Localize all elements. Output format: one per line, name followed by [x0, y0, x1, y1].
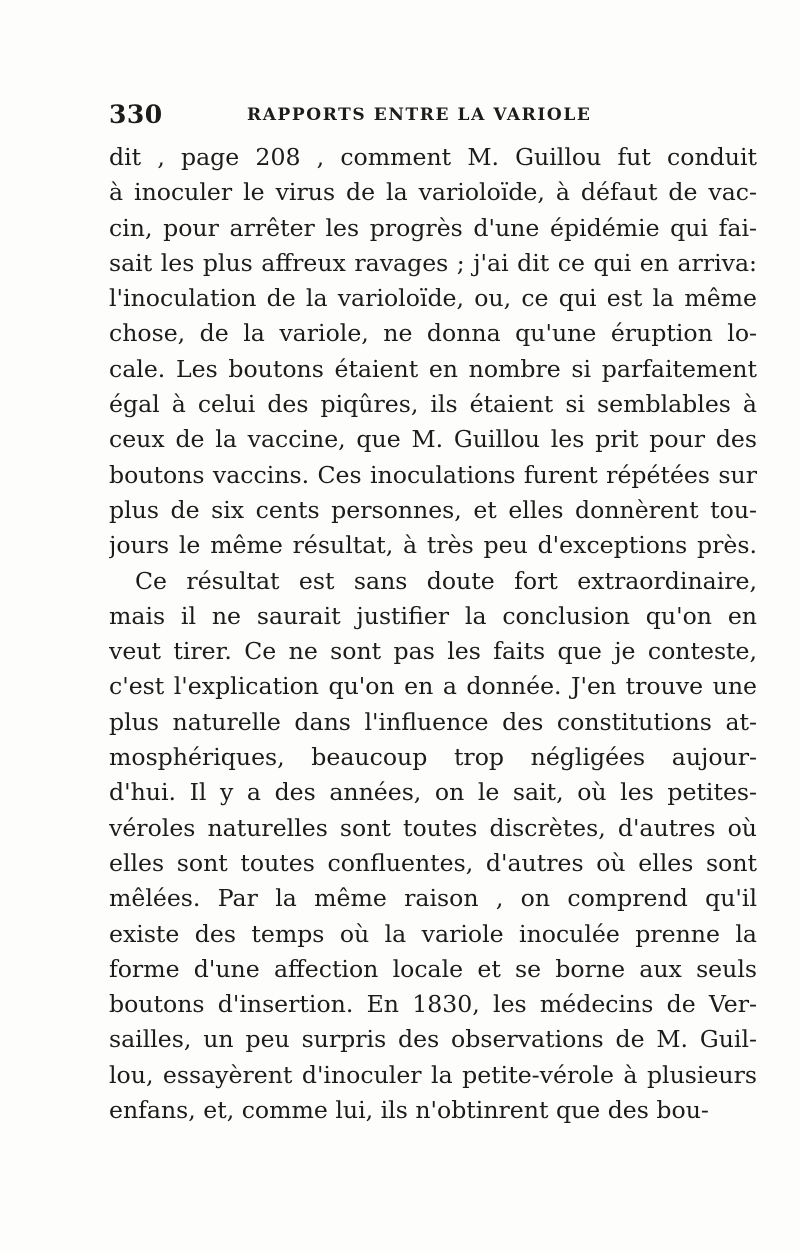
text-line: boutons vaccins. Ces inoculations furent répétées sur [109, 460, 757, 489]
running-title: RAPPORTS ENTRE LA VARIOLE [247, 105, 592, 125]
text-line: d'hui. Il y a des années, on le sait, où les petites- [109, 778, 757, 807]
paragraph-start-line: Ce résultat est sans doute fort extraordinaire, [135, 566, 757, 595]
text-line: cin, pour arrêter les progrès d'une épidémie qui fai- [109, 213, 757, 242]
text-line: mais il ne saurait justifier la conclusion qu'on en [109, 601, 757, 630]
text-line: jours le même résultat, à très peu d'exceptions près. [109, 531, 757, 560]
text-line: à inoculer le virus de la varioloïde, à défaut de vac- [109, 178, 757, 207]
text-line: veut tirer. Ce ne sont pas les faits que je conteste, [109, 637, 757, 666]
text-line: c'est l'explication qu'on en a donnée. J'en trouve une [109, 672, 757, 701]
text-line: boutons d'insertion. En 1830, les médecins de Ver- [109, 990, 757, 1019]
text-line: elles sont toutes confluentes, d'autres où elles sont [109, 848, 757, 877]
text-line: dit , page 208 , comment M. Guillou fut conduit [109, 143, 757, 171]
text-line: enfans, et, comme lui, ils n'obtinrent que des bou- [109, 1096, 709, 1125]
text-line: lou, essayèrent d'inoculer la petite-vérole à plusieurs [109, 1060, 757, 1089]
text-line: sait les plus affreux ravages ; j'ai dit ce qui en arriva: [109, 248, 757, 277]
body-text [109, 140, 757, 1128]
text-line: sailles, un peu surpris des observations de M. Guil- [109, 1025, 757, 1054]
text-line: chose, de la variole, ne donna qu'une éruption lo- [109, 319, 757, 348]
text-line: plus naturelle dans l'influence des constitutions at- [109, 707, 757, 736]
text-line: cale. Les boutons étaient en nombre si parfaitement [109, 354, 757, 383]
text-line: l'inoculation de la varioloïde, ou, ce qui est la même [109, 284, 757, 313]
running-head [109, 100, 749, 136]
text-line: existe des temps où la variole inoculée prenne la [109, 919, 757, 948]
page-number: 330 [109, 100, 163, 129]
text-line: mêlées. Par la même raison , on comprend qu'il [109, 884, 757, 913]
text-line: forme d'une affection locale et se borne aux seuls [109, 954, 757, 983]
text-line: mosphériques, beaucoup trop négligées aujour- [109, 743, 757, 772]
text-line: véroles naturelles sont toutes discrètes, d'autres où [109, 813, 757, 842]
text-line: égal à celui des piqûres, ils étaient si semblables à [109, 390, 757, 419]
text-line: plus de six cents personnes, et elles donnèrent tou- [109, 495, 757, 524]
text-line: ceux de la vaccine, que M. Guillou les prit pour des [109, 425, 757, 454]
